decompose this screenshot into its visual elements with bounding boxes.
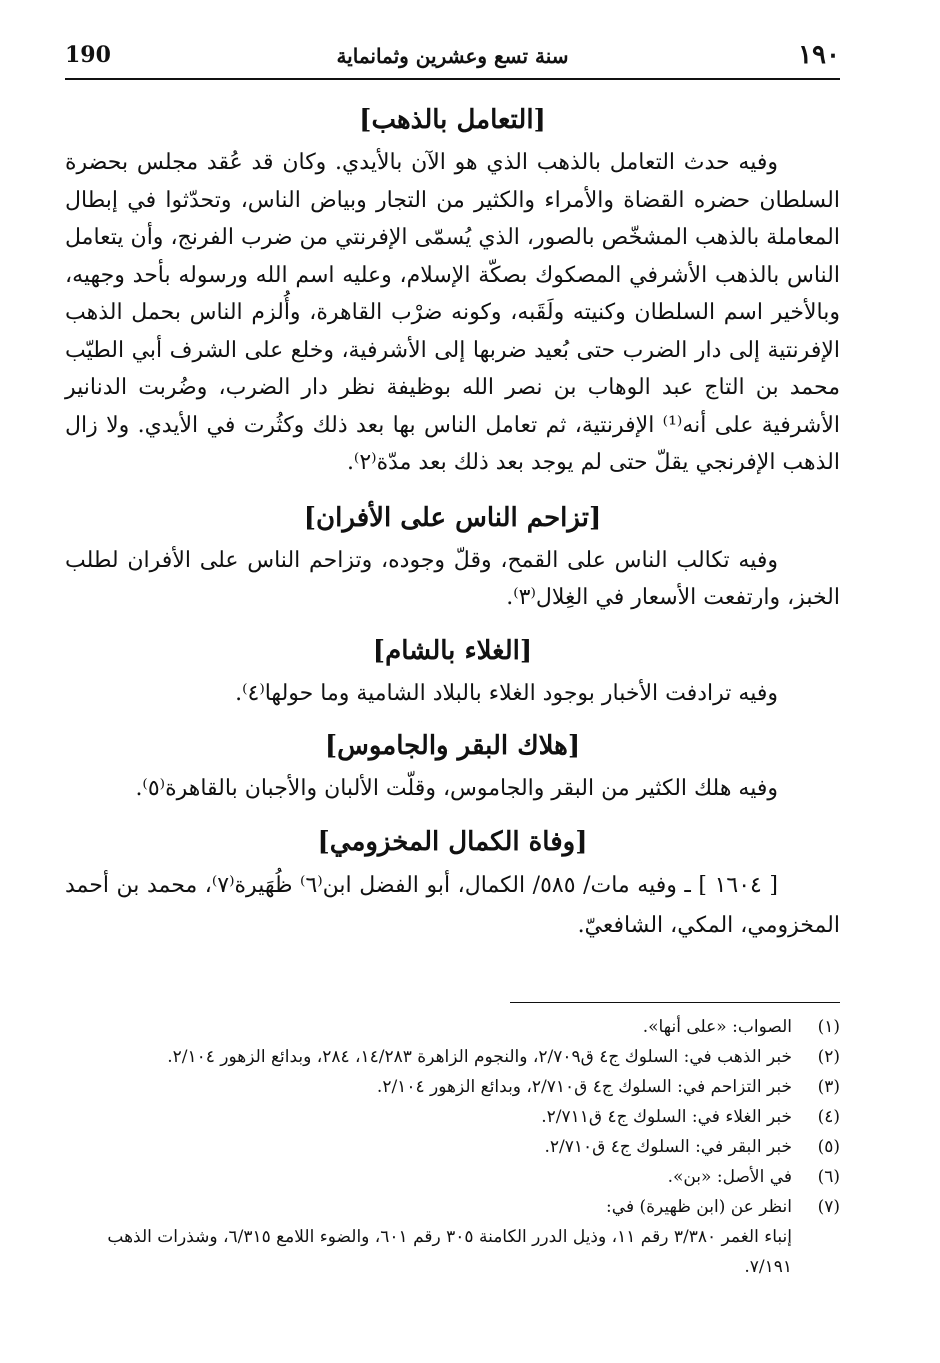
section-heading: [وفاة الكمال المخزومي] <box>317 826 588 857</box>
footnote-text: انظر عن (ابن ظهيرة) في: <box>606 1197 792 1217</box>
section-heading: [هلاك البقر والجاموس] <box>324 731 581 761</box>
section-text: وفيه تكالب الناس على القمح، وقلّ وجوده، وتزاحم الناس على الأفران لطلب الخبز، وارتفعت الأسعار في الغِلال⁽٣⁾. <box>65 547 840 610</box>
section-text: وفيه حدث التعامل بالذهب الذي هو الآن بالأيدي. وكان قد عُقد مجلس بحضرة السلطان حضره القضاة والأمراء والكثير من التجار وبياض الناس، وتحدّثوا في إبطال المعاملة بالذهب المشخّص بالصور، الذي يُسمّى الإفرنتي من ضرب الفرنج، وأن يتعامل الناس بالذهب الأشرفي المصكوك بصكّة الإسلام، وعليه اسم الله ورسوله بأحد وجهيه، وبالأخير اسم السلطان وكنيته ولَقَبه، وكونه ضرْب القاهرة، وأُلزم الناس بحمل الذهب الإفرنتية إلى دار الضرب حتى بُعيد ضربها إلى الأشرفية، وخلع على الشرف أبي الطيّب محمد بن التاج عبد الوهاب بن نصر الله بوظيفة نظر دار الضرب، وضُربت الدنانير الأشرفية على أنه⁽¹⁾ الإفرنتية، ثم تعامل الناس بها بعد ذلك وكثُرت في الأيدي. ولا زال الذهب الإفرنجي يقلّ حتى لم يوجد بعد ذلك بعد مدّة⁽٢⁾. <box>65 150 840 475</box>
page-number-latin: 190 <box>65 42 111 68</box>
main-text <box>65 96 840 946</box>
footnote-number: (٥) <box>817 1137 840 1157</box>
footnote-number: (٣) <box>817 1077 840 1097</box>
footnote <box>65 1072 840 1102</box>
section-text: وفيه ترادفت الأخبار بوجود الغلاء بالبلاد الشامية وما حولها⁽٤⁾. <box>235 680 778 706</box>
footnote-text: خبر الذهب في: السلوك ج٤ ق٢/٧٠٩، والنجوم الزاهرة ١٤/٢٨٣، ٢٨٤، وبدائع الزهور ٢/١٠٤. <box>167 1047 792 1067</box>
section-heading: [الغلاء بالشام] <box>372 635 533 666</box>
footnote-text: خبر الغلاء في: السلوك ج٤ ق٢/٧١١. <box>541 1107 792 1127</box>
footnote-number: (٧) <box>817 1197 840 1217</box>
header-rule <box>65 78 840 80</box>
page-number-arabic: ١٩٠ <box>798 40 840 70</box>
footnote <box>65 1192 840 1222</box>
footnote-text: في الأصل: «بن». <box>667 1167 792 1187</box>
footnote-number: (٤) <box>817 1107 840 1127</box>
footnote-rule <box>510 1002 840 1003</box>
footnote-number: (٢) <box>817 1047 840 1067</box>
footnote <box>65 1162 840 1192</box>
footnote-text: الصواب: «على أنها». <box>642 1017 792 1037</box>
section-text: وفيه هلك الكثير من البقر والجاموس، وقلّت الألبان والأجبان بالقاهرة⁽٥⁾. <box>135 776 778 801</box>
section-heading: [تزاحم الناس على الأفران] <box>303 502 602 533</box>
footnote-continuation: إنباء الغمر ٣/٣٨٠ رقم ١١، وذيل الدرر الكامنة ٣٠٥ رقم ٦٠١، والضوء اللامع ٦/٣١٥، وشذرات الذهب ٧/١٩١. <box>107 1227 792 1277</box>
footnote-text: خبر البقر في: السلوك ج٤ ق٢/٧١٠. <box>544 1137 792 1157</box>
footnote <box>65 1042 840 1072</box>
footnote-text: خبر التزاحم في: السلوك ج٤ ق٢/٧١٠، وبدائع الزهور ٢/١٠٤. <box>376 1077 792 1097</box>
footnote-number: (٦) <box>817 1167 840 1187</box>
section-heading: [التعامل بالذهب] <box>359 105 546 135</box>
footnote <box>65 1132 840 1162</box>
biography-entry: [ ١٦٠٤ ] ـ وفيه مات/ ٥٨٥/ الكمال، أبو الفضل ابن⁽٦⁾ ظُهَيرة⁽٧⁾، محمد بن أحمد المخزومي، المكي، الشافعيّ. <box>65 872 840 938</box>
footnotes <box>65 1012 840 1282</box>
footnote <box>65 1012 840 1042</box>
running-title: سنة تسع وعشرين وثمانماية <box>336 44 569 68</box>
page-header <box>65 38 840 72</box>
footnote <box>65 1102 840 1132</box>
footnote-number: (١) <box>817 1017 840 1037</box>
